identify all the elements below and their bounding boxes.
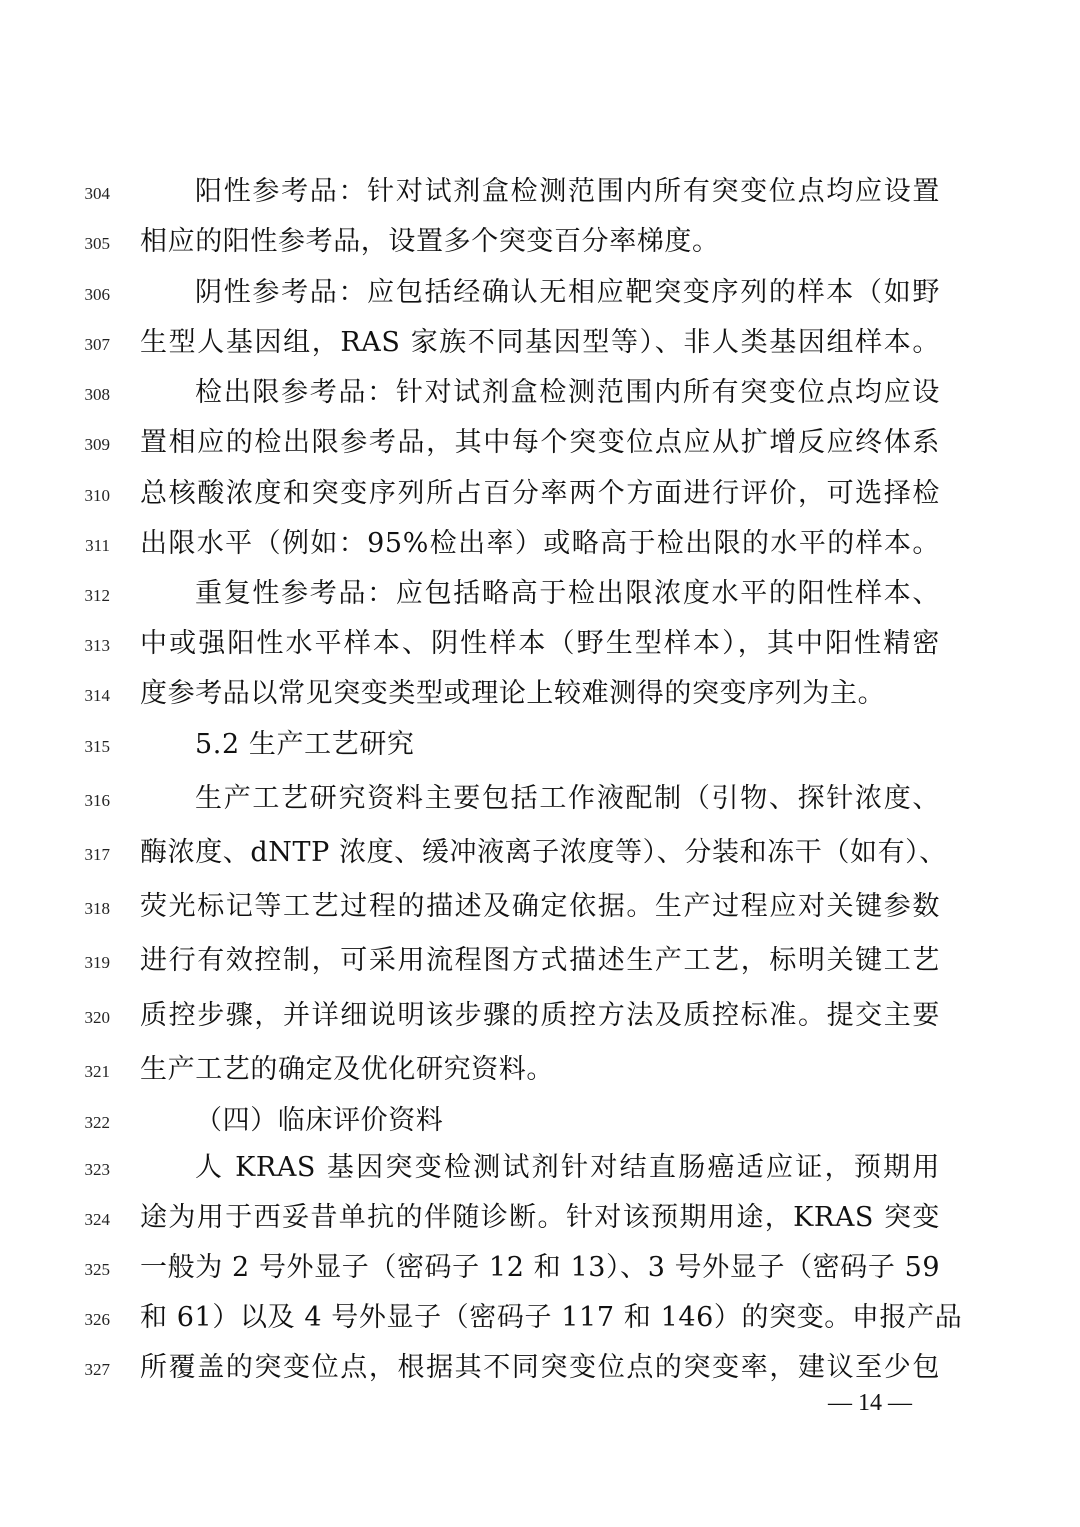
- line-number: 310: [84, 486, 110, 505]
- line-text: 途为用于西妥昔单抗的伴随诊断。针对该预期用途，KRAS 突变: [140, 1202, 940, 1233]
- line-306: [0, 271, 1080, 321]
- line-311: [0, 522, 1080, 572]
- line-number: 320: [84, 1008, 110, 1027]
- line-text: 置相应的检出限参考品，其中每个突变位点应从扩增反应终体系: [140, 427, 940, 458]
- line-text: 重复性参考品：应包括略高于检出限浓度水平的阳性样本、: [195, 578, 940, 609]
- line-text: 生产工艺的确定及优化研究资料。: [140, 1054, 554, 1085]
- line-316: [0, 777, 1080, 827]
- line-text: 检出限参考品：针对试剂盒检测范围内所有突变位点均应设: [195, 377, 940, 408]
- line-number: 309: [84, 435, 110, 454]
- line-number: 312: [84, 586, 110, 605]
- line-320: [0, 994, 1080, 1044]
- line-number: 326: [84, 1310, 110, 1329]
- line-number: 315: [84, 737, 110, 756]
- line-312: [0, 572, 1080, 622]
- line-326: [0, 1296, 1080, 1346]
- line-309: [0, 421, 1080, 471]
- line-number: 313: [84, 636, 110, 655]
- line-text: 荧光标记等工艺过程的描述及确定依据。生产过程应对关键参数: [140, 891, 940, 922]
- line-text: 质控步骤，并详细说明该步骤的质控方法及质控标准。提交主要: [140, 1000, 940, 1031]
- line-number: 318: [84, 899, 110, 918]
- line-number: 321: [84, 1062, 110, 1081]
- line-text: 人 KRAS 基因突变检测试剂针对结直肠癌适应证，预期用: [195, 1152, 940, 1183]
- line-327: [0, 1346, 1080, 1396]
- line-text: 总核酸浓度和突变序列所占百分率两个方面进行评价，可选择检: [140, 478, 940, 509]
- line-307: [0, 321, 1080, 371]
- line-text: 酶浓度、dNTP 浓度、缓冲液离子浓度等）、分装和冻干（如有）、: [140, 837, 947, 868]
- line-322: [0, 1099, 1080, 1149]
- line-number: 322: [84, 1113, 110, 1132]
- line-text: 阴性参考品：应包括经确认无相应靶突变序列的样本（如野: [195, 277, 940, 308]
- line-text: 中或强阳性水平样本、阴性样本（野生型样本），其中阳性精密: [140, 628, 940, 659]
- line-number: 308: [84, 385, 110, 404]
- line-304: [0, 170, 1080, 220]
- line-313: [0, 622, 1080, 672]
- section-heading: 5.2 生产工艺研究: [195, 729, 415, 760]
- line-314: [0, 672, 1080, 722]
- line-number: 317: [84, 845, 110, 864]
- line-321: [0, 1048, 1080, 1098]
- line-308: [0, 371, 1080, 421]
- line-310: [0, 472, 1080, 522]
- line-324: [0, 1196, 1080, 1246]
- section-heading: （四）临床评价资料: [195, 1105, 444, 1136]
- line-number: 314: [84, 686, 110, 705]
- line-text: 生产工艺研究资料主要包括工作液配制（引物、探针浓度、: [195, 783, 940, 814]
- line-text: 相应的阳性参考品，设置多个突变百分率梯度。: [140, 226, 720, 257]
- line-317: [0, 831, 1080, 881]
- line-text: 和 61）以及 4 号外显子（密码子 117 和 146）的突变。申报产品: [140, 1302, 963, 1333]
- page-number: — 14 —: [828, 1390, 912, 1416]
- line-number: 316: [84, 791, 110, 810]
- line-318: [0, 885, 1080, 935]
- line-305: [0, 220, 1080, 270]
- line-text: 度参考品以常见突变类型或理论上较难测得的突变序列为主。: [140, 678, 886, 709]
- line-number: 307: [84, 335, 110, 354]
- line-325: [0, 1246, 1080, 1296]
- line-323: [0, 1146, 1080, 1196]
- line-number: 323: [84, 1160, 110, 1179]
- line-text: 生型人基因组，RAS 家族不同基因型等）、非人类基因组样本。: [140, 327, 940, 358]
- line-number: 304: [84, 184, 110, 203]
- line-number: 319: [84, 953, 110, 972]
- line-number: 324: [84, 1210, 110, 1229]
- line-number: 305: [84, 234, 110, 253]
- line-319: [0, 939, 1080, 989]
- line-text: 进行有效控制，可采用流程图方式描述生产工艺，标明关键工艺: [140, 945, 940, 976]
- line-number: 327: [84, 1360, 110, 1379]
- line-text: 一般为 2 号外显子（密码子 12 和 13）、3 号外显子（密码子 59: [140, 1252, 941, 1283]
- line-315: [0, 723, 1080, 773]
- line-text: 出限水平（例如：95%检出率）或略高于检出限的水平的样本。: [140, 528, 940, 559]
- line-number: 325: [84, 1260, 110, 1279]
- line-number: 306: [84, 285, 110, 304]
- line-text: 阳性参考品：针对试剂盒检测范围内所有突变位点均应设置: [195, 176, 940, 207]
- line-text: 所覆盖的突变位点，根据其不同突变位点的突变率，建议至少包: [140, 1352, 940, 1383]
- line-number: 311: [85, 536, 110, 555]
